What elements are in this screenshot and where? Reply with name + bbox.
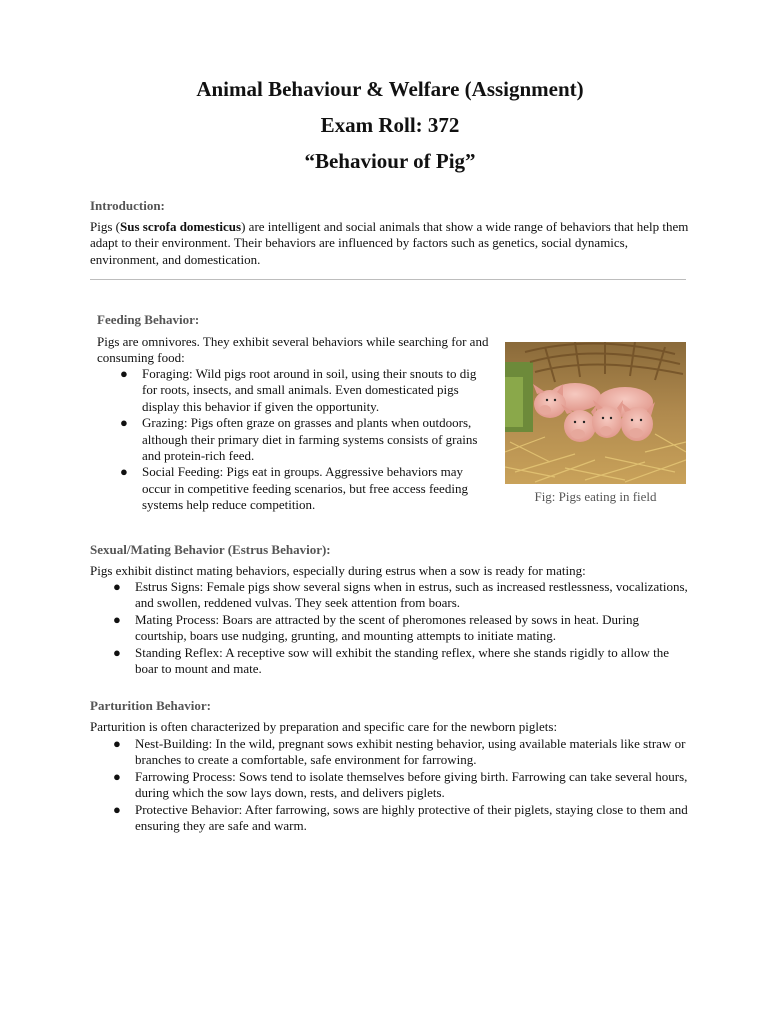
bullet-icon: ● [120,366,128,381]
list-item-text: Nest-Building: In the wild, pregnant sows exhibit nesting behavior, using available materials like straw or branches to create a comfortable, safe environment for farrowing. [135,736,686,768]
mating-heading: Sexual/Mating Behavior (Estrus Behavior): [90,542,331,557]
bullet-icon: ● [120,415,128,431]
bullet-icon: ● [113,736,121,751]
list-item-text: Grazing: Pigs often graze on grasses and plants when outdoors, although their primary diet in farming systems consists of grains and protein-rich feed. [142,415,478,464]
list-item [113,802,693,835]
section-divider [90,279,686,280]
list-item-text: Standing Reflex: A receptive sow will exhibit the standing reflex, where she stands rigidly to allow the boar to mount and mate. [135,644,669,677]
parturition-intro: Parturition is often characterized by preparation and specific care for the newborn piglets: [90,719,558,734]
feeding-list [120,366,492,514]
list-item [113,579,693,612]
feeding-heading: Feeding Behavior: [97,312,200,327]
bullet-icon: ● [113,644,121,660]
parturition-heading: Parturition Behavior: [90,698,211,713]
bullet-icon: ● [120,464,128,480]
assignment-topic: “Behaviour of Pig” [304,149,476,173]
exam-roll: Exam Roll: 372 [320,113,460,137]
figure-caption: Fig: Pigs eating in field [534,489,657,504]
feeding-intro: Pigs are omnivores. They exhibit several behaviors while searching for and consuming food: [97,334,489,366]
document-title: Animal Behaviour & Welfare (Assignment) [196,77,584,101]
bullet-icon: ● [113,579,121,594]
bullet-icon: ● [113,768,121,784]
scientific-name: Sus scrofa domesticus [119,219,242,234]
list-item-text: Foraging: Wild pigs root around in soil, using their snouts to dig for roots, insects, and small animals. Even domesticated pigs display this behavior if given the opportunity. [142,366,477,414]
parturition-list [113,736,693,834]
intro-text-end: ) are intelligent and social animals that show a wide range of behaviors that help them adapt to their environment. Their behaviors are influenced by factors such as genetics, social dynamics, environment, and domestication. [90,219,689,267]
list-item [113,612,693,645]
bullet-icon: ● [113,801,121,817]
list-item [120,464,492,513]
list-item [113,736,693,769]
list-item [120,366,492,415]
list-item [113,645,693,678]
bullet-icon: ● [113,611,121,627]
introduction-heading: Introduction: [90,198,165,213]
list-item-text: Estrus Signs: Female pigs show several signs when in estrus, such as increased restlessness, vocalizations, and swollen, reddened vulvas. They seek attention from boars. [135,579,688,611]
introduction-text [90,219,690,268]
intro-text-start: Pigs ( [90,219,120,234]
list-item-text: Farrowing Process: Sows tend to isolate themselves before giving birth. Farrowing can take several hours, during which the sow lays down, rests, and delivers piglets. [135,768,688,801]
pigs-photo [505,342,686,484]
list-item [120,415,492,464]
mating-list [113,579,693,677]
mating-intro: Pigs exhibit distinct mating behaviors, especially during estrus when a sow is ready for mating: [90,563,586,578]
list-item-text: Social Feeding: Pigs eat in groups. Aggressive behaviors may occur in competitive feeding scenarios, but free access feeding systems help reduce competition. [142,464,468,513]
list-item [113,769,693,802]
list-item-text: Mating Process: Boars are attracted by the scent of pheromones released by sows in heat. During courtship, boars use nudging, grunting, and mounting attempts to initiate mating. [135,611,639,644]
list-item-text: Protective Behavior: After farrowing, sows are highly protective of their piglets, staying close to them and ensuring they are safe and warm. [135,801,688,834]
